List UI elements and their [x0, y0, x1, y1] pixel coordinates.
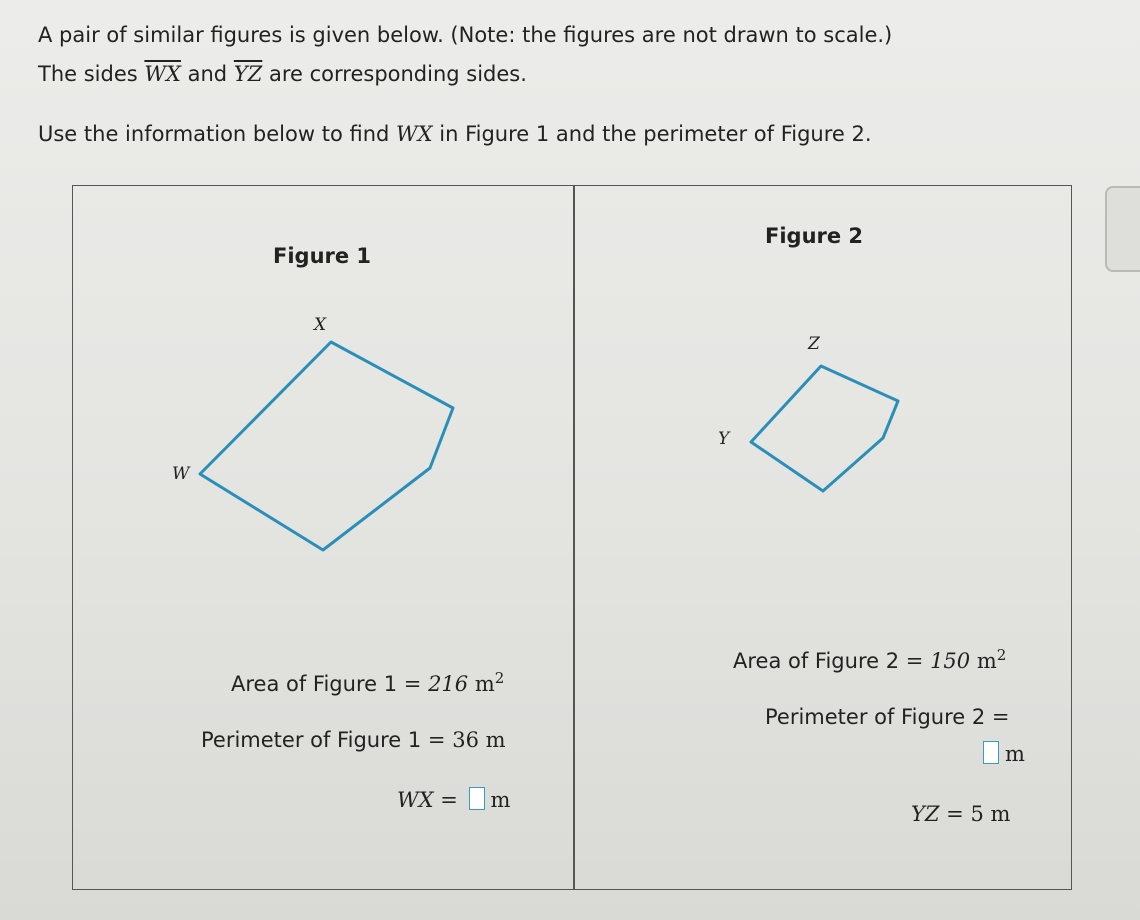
- wx-answer-input[interactable]: [469, 787, 485, 810]
- figure-1-perimeter: [201, 726, 506, 754]
- prompt-text: are corresponding sides.: [268, 62, 527, 86]
- area-label: Area of Figure 2: [733, 649, 900, 673]
- figure-1-wx-answer: [397, 786, 510, 814]
- figure-2-shape: [573, 186, 1073, 586]
- perimeter-value: 36 m: [452, 728, 506, 752]
- perimeter-answer-input[interactable]: [983, 741, 999, 764]
- area-label: Area of Figure 1: [231, 672, 398, 696]
- prompt-line-3: [38, 120, 872, 148]
- equals-sign: =: [905, 649, 924, 673]
- prompt-text: in Figure 1 and the perimeter of Figure 2.: [439, 122, 872, 146]
- prompt-line-2: [38, 60, 527, 88]
- prompt-text: and: [187, 62, 228, 86]
- figure-2-title: Figure 2: [765, 224, 864, 248]
- figure-2-yz: [911, 800, 1010, 828]
- area-value: 150: [930, 649, 971, 673]
- prompt-text: Use the information below to find: [38, 122, 390, 146]
- figure-1-shape: [73, 186, 573, 586]
- vertex-x: X: [314, 315, 327, 335]
- equals-sign: =: [403, 672, 422, 696]
- figure-1-area: [231, 664, 504, 698]
- vertex-w: W: [172, 464, 190, 484]
- equals-sign: =: [991, 705, 1010, 729]
- prompt-text: The sides: [38, 62, 138, 86]
- area-exponent: 2: [494, 669, 505, 687]
- perimeter-label: Perimeter of Figure 2: [765, 705, 986, 729]
- variable-wx: WX: [396, 122, 433, 146]
- figure-1-title: Figure 1: [273, 244, 372, 268]
- wx-variable: WX: [397, 788, 434, 812]
- vertex-z: Z: [808, 334, 820, 354]
- figure-2-perimeter: [765, 703, 1010, 731]
- prompt-text: A pair of similar figures is given below. (Note: the figures are not drawn to scale.): [38, 23, 893, 47]
- equals-sign: =: [440, 788, 458, 812]
- figures-panel: [72, 185, 1072, 890]
- figure-2-perimeter-answer: [979, 740, 1025, 768]
- area-exponent: 2: [996, 646, 1007, 664]
- vertex-y: Y: [718, 429, 730, 449]
- area-unit: m: [976, 649, 997, 673]
- equals-sign: =: [946, 802, 964, 826]
- area-unit: m: [474, 672, 495, 696]
- perimeter-label: Perimeter of Figure 1: [201, 728, 422, 752]
- perimeter-unit: m: [1005, 742, 1025, 766]
- figure-2-area: [733, 641, 1006, 675]
- side-yz: $\overline{YZ}$: [233, 62, 263, 86]
- side-panel-tab[interactable]: [1105, 186, 1140, 272]
- wx-unit: m: [490, 788, 511, 812]
- side-wx: $\overline{WX}$: [144, 62, 181, 86]
- prompt-line-1: [38, 21, 892, 49]
- yz-value: 5 m: [970, 802, 1011, 826]
- area-value: 216: [428, 672, 469, 696]
- equals-sign: =: [427, 728, 446, 752]
- yz-variable: YZ: [911, 802, 940, 826]
